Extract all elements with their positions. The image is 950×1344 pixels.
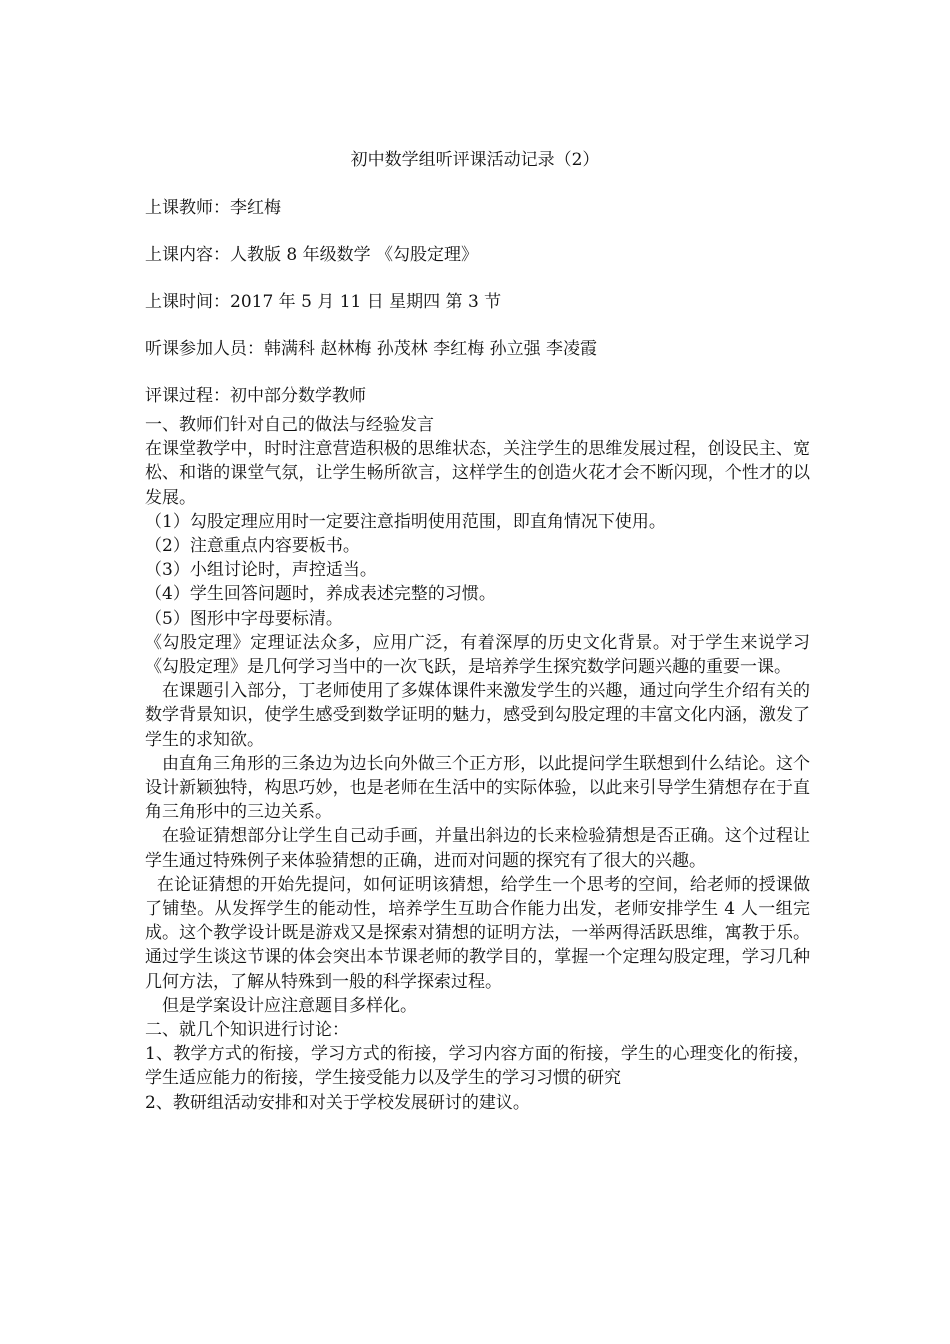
paragraph: 但是学案设计应注意题目多样化。 (162, 995, 417, 1016)
list-item: （5）图形中字母要标清。 (145, 608, 343, 629)
list-item: 2、教研组活动安排和对关于学校发展研讨的建议。 (145, 1092, 530, 1113)
participants-field: 听课参加人员：韩满科 赵林梅 孙茂林 李红梅 孙立强 李凌霞 (145, 339, 598, 359)
paragraph: 在论证猜想的开始先提问，如何证明该猜想，给学生一个思考的空间，给老师的授课做了铺垫。从发挥学生的能动性，培养学生互助合作能力出发，老师安排学生 4 人一组完成。这个教学设计既是游戏又是探索对猜想的证明方法，一举两得活跃思维，寓教于乐。通过学生谈这节课的体会突出本节课老师的教学目的，掌握一个定理勾股定理，学习几种几何方法，了解从特殊到一般的科学探索过程。 (145, 874, 810, 992)
paragraph: 在验证猜想部分让学生自己动手画，并量出斜边的长来检验猜想是否正确。这个过程让学生通过特殊例子来体验猜想的正确，进而对问题的探究有了很大的兴趣。 (145, 826, 810, 871)
process-field: 评课过程：初中部分数学教师 (145, 386, 366, 406)
list-item: （2）注意重点内容要板书。 (145, 536, 360, 557)
section-heading-2: 二、就几个知识进行讨论： (145, 1020, 349, 1041)
section-heading-1: 一、教师们针对自己的做法与经验发言 (145, 415, 434, 435)
teacher-field: 上课教师：李红梅 (145, 198, 281, 218)
paragraph: 在课堂教学中，时时注意营造积极的思维状态，关注学生的思维发展过程，创设民主、宽松、和谐的课堂气氛，让学生畅所欲言，这样学生的创造火花才会不断闪现，个性才的以发展。 (145, 439, 810, 508)
paragraph: 由直角三角形的三条边为边长向外做三个正方形，以此提问学生联想到什么结论。这个设计新颖独特，构思巧妙，也是老师在生活中的实际体验，以此来引导学生猜想存在于直角三角形中的三边关系。 (145, 753, 810, 823)
document-title: 初中数学组听评课活动记录（2） (350, 150, 600, 170)
time-field: 上课时间：2017 年 5 月 11 日 星期四 第 3 节 (145, 292, 502, 312)
list-item: 1、教学方式的衔接，学习方式的衔接，学习内容方面的衔接，学生的心理变化的衔接，学生适应能力的衔接，学生接受能力以及学生的学习习惯的研究 (145, 1044, 810, 1089)
paragraph: 在课题引入部分，丁老师使用了多媒体课件来激发学生的兴趣，通过向学生介绍有关的数学背景知识，使学生感受到数学证明的魅力，感受到勾股定理的丰富文化内涵，激发了学生的求知欲。 (145, 681, 810, 750)
list-item: （4）学生回答问题时，养成表述完整的习惯。 (145, 584, 496, 605)
content-field: 上课内容：人教版 8 年级数学 《勾股定理》 (145, 245, 479, 265)
list-item: （1）勾股定理应用时一定要注意指明使用范围，即直角情况下使用。 (145, 511, 666, 532)
document-body (145, 413, 810, 1115)
paragraph: 《勾股定理》定理证法众多，应用广泛，有着深厚的历史文化背景。对于学生来说学习《勾股定理》是几何学习当中的一次飞跃，是培养学生探究数学问题兴趣的重要一课。 (145, 632, 810, 678)
list-item: （3）小组讨论时，声控适当。 (145, 560, 377, 581)
